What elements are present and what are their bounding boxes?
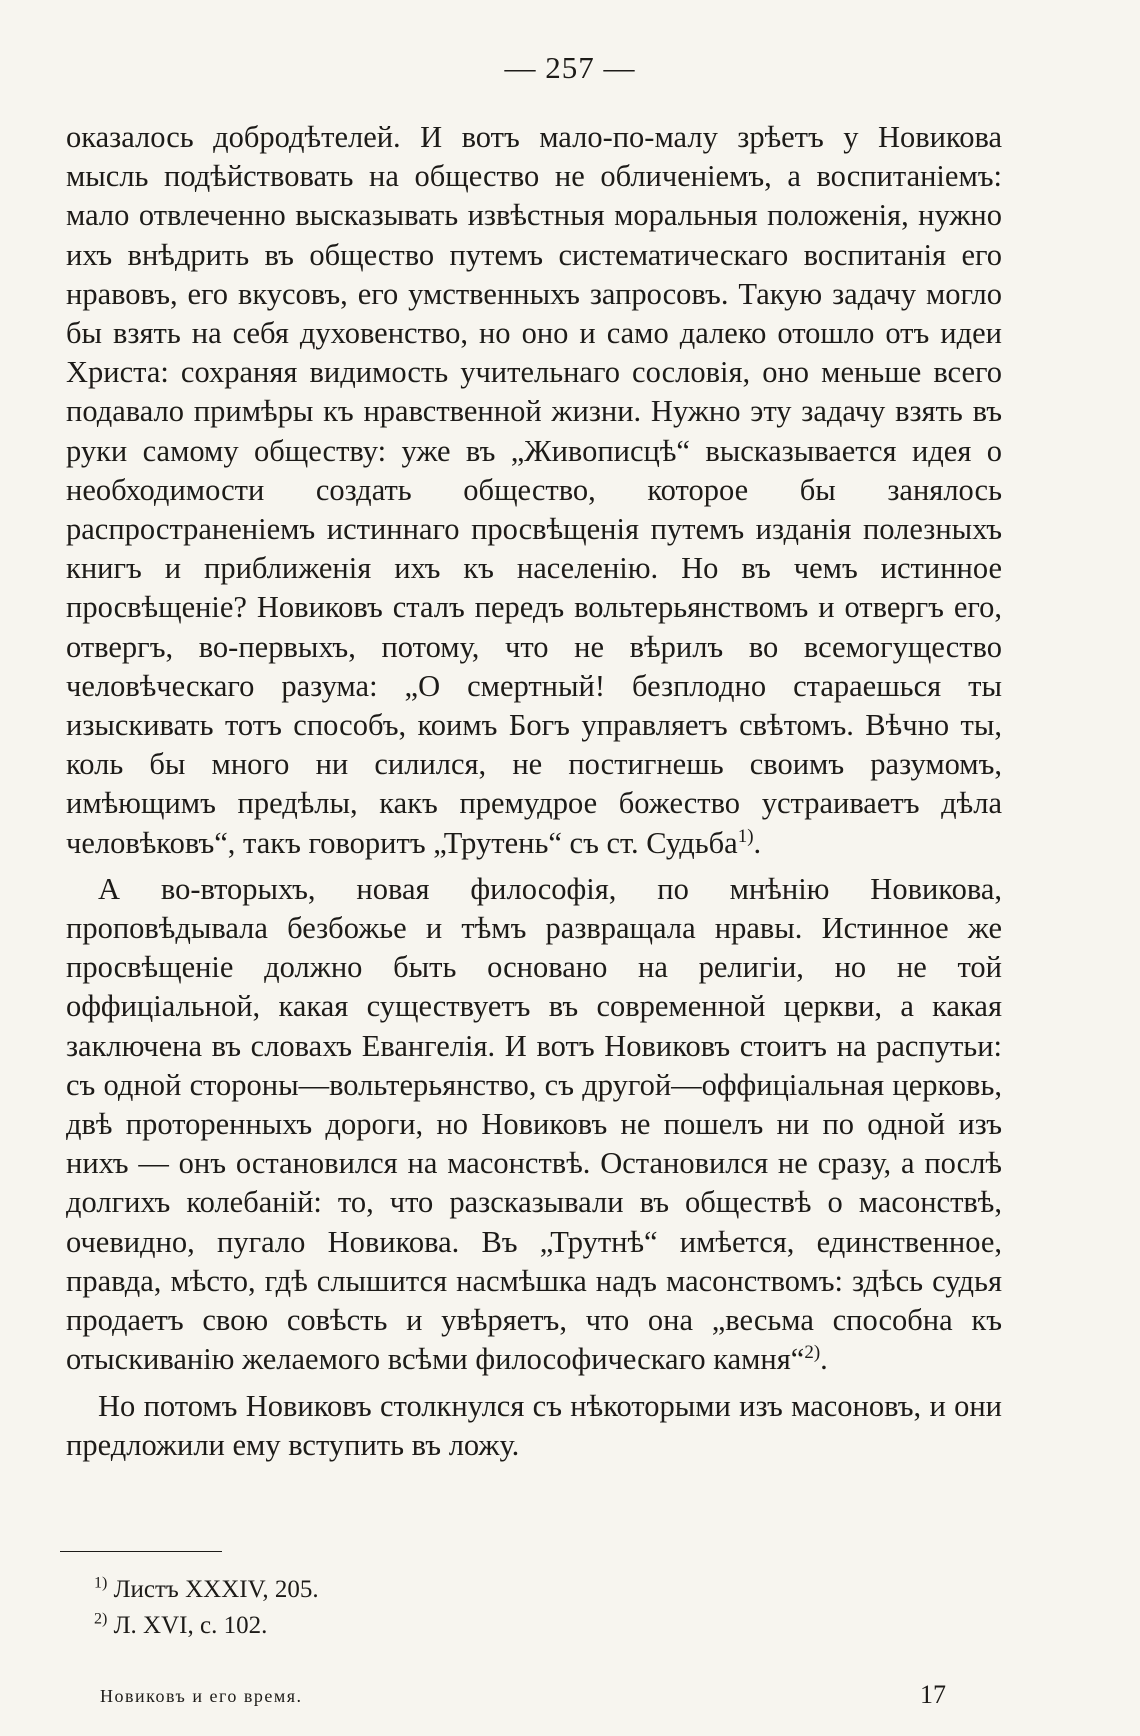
footnote-reference-1: 1) <box>737 825 754 847</box>
paragraph-text: оказалось добродѣтелей. И вотъ мало-по-малу зрѣетъ у Новикова мысль подѣйствовать на общество не обличеніемъ, а воспитаніемъ: мало отвлеченно высказывать извѣстныя моральныя положенія, нужно ихъ внѣдрить въ общество путемъ систематическаго воспитанія его нравовъ, его вкусовъ, его умственныхъ запросовъ. Такую задачу могло бы взять на себя духовенство, но оно и само далеко отошло отъ идеи Христа: сохраняя видимость учительнаго сословія, оно меньше всего подавало примѣры къ нравственной жизни. Нужно эту задачу взять въ руки самому обществу: уже въ „Живописцѣ“ высказывается идея о необходимости создать общество, которое бы занялось распространеніемъ истиннаго просвѣщенія путемъ изданія полезныхъ книгъ и приближенія ихъ къ населенію. Но въ чемъ истинное просвѣщеніе? Новиковъ сталъ передъ вольтерьянствомъ и отвергъ его, отвергъ, во-первыхъ, потому, что не вѣрилъ во всемогущество человѣческаго разума: „О смертный! безплодно стараешься ты изыскивать тотъ способъ, коимъ Богъ управляетъ свѣтомъ. Вѣчно ты, коль бы много ни силился, не постигнешь своимъ разумомъ, имѣющимъ предѣлы, какъ премудрое божество устраиваетъ дѣла человѣковъ“, такъ говоритъ „Трутень“ съ ст. Судьба <box>66 120 1002 860</box>
paragraph-1 <box>66 118 1002 863</box>
paragraph-3 <box>66 1387 1002 1465</box>
paragraph-2 <box>66 870 1002 1380</box>
paragraph-end: . <box>820 1342 828 1377</box>
footnote-text: Листъ XXXIV, 205. <box>113 1576 319 1603</box>
page-number: — 257 — <box>504 50 636 85</box>
footnote-divider <box>60 1551 222 1552</box>
footnote-reference-2: 2) <box>804 1342 821 1364</box>
sheet-number: 17 <box>920 1680 946 1709</box>
footnote-2 <box>94 1608 319 1644</box>
paragraph-end: . <box>753 825 762 860</box>
paragraph-text: Но потомъ Новиковъ столкнулся съ нѣкоторыми изъ масоновъ, и они предложили ему вступить въ ложу. <box>66 1388 1002 1462</box>
printer-signature: Новиковъ и его время. <box>100 1686 303 1706</box>
body-text <box>66 118 1002 1472</box>
footnotes <box>94 1572 319 1644</box>
footnote-1 <box>94 1572 319 1608</box>
paragraph-text: А во-вторыхъ, новая философія, по мнѣнію Новикова, проповѣдывала безбожье и тѣмъ развращала нравы. Истинное же просвѣщеніе должно быть основано на религіи, но не той оффиціальной, какая существуетъ въ современной церкви, а какая заключена въ словахъ Евангелія. И вотъ Новиковъ стоитъ на распутьи: съ одной стороны—вольтерьянство, съ другой—оффиціальная церковь, двѣ протоpенныхъ дороги, но Новиковъ не пошелъ ни по одной изъ нихъ — онъ остановился на масонствѣ. Остановился не сразу, а послѣ долгихъ колебаній: то, что разсказывали въ обществѣ о масонствѣ, очевидно, пугало Новикова. Въ „Трутнѣ“ имѣется, единственное, правда, мѣсто, гдѣ слышится насмѣшка надъ масонствомъ: здѣсь судья продаетъ свою совѣсть и увѣряетъ, что она „весьма способна къ отыскиванію желаемого всѣми философическаго камня“ <box>66 871 1002 1377</box>
footnote-number: 2) <box>94 1610 108 1628</box>
footnote-number: 1) <box>94 1574 108 1592</box>
footnote-text: Л. XVI, с. 102. <box>113 1612 268 1639</box>
